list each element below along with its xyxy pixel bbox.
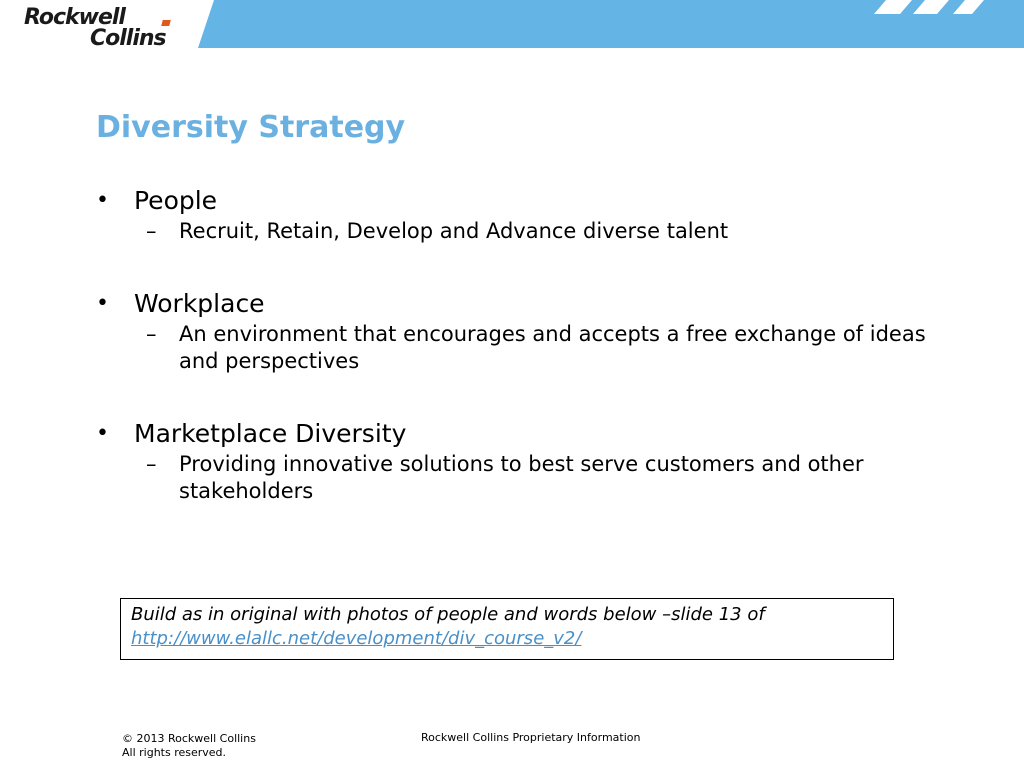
footer-copyright-line2: All rights reserved. bbox=[122, 746, 227, 759]
bullet-item bbox=[96, 184, 956, 245]
sub-bullet-marker: – bbox=[146, 452, 157, 476]
logo-line1: Rockwell bbox=[24, 5, 125, 30]
bullet-list bbox=[96, 184, 956, 505]
sub-bullet-marker: – bbox=[146, 219, 157, 243]
bullet-label: Workplace bbox=[134, 289, 265, 318]
bullet-item bbox=[96, 417, 956, 505]
sub-bullet bbox=[96, 218, 956, 245]
sub-bullet-text: Recruit, Retain, Develop and Advance diverse talent bbox=[179, 219, 729, 243]
bullet-marker: • bbox=[96, 188, 109, 213]
build-note-box bbox=[120, 598, 894, 660]
bullet-item bbox=[96, 287, 956, 375]
slide-title: Diversity Strategy bbox=[96, 110, 406, 145]
footer-copyright-line1: © 2013 Rockwell Collins bbox=[122, 732, 256, 745]
bullet-label: Marketplace Diversity bbox=[134, 419, 407, 448]
company-logo bbox=[24, 6, 194, 50]
bullet-marker: • bbox=[96, 291, 109, 316]
sub-bullet bbox=[96, 321, 956, 375]
sub-bullet-text: An environment that encourages and accepts a free exchange of ideas and perspectives bbox=[179, 322, 926, 373]
sub-bullet bbox=[96, 451, 956, 505]
footer-copyright bbox=[122, 732, 256, 760]
build-note-text: Build as in original with photos of people and words below –slide 13 of bbox=[131, 604, 765, 625]
bullet-marker: • bbox=[96, 421, 109, 446]
footer-proprietary: Rockwell Collins Proprietary Information bbox=[421, 731, 641, 744]
build-note-link[interactable]: http://www.elallc.net/development/div_course_v2/ bbox=[131, 628, 582, 649]
bullet-label: People bbox=[134, 186, 218, 215]
logo-line2: Collins bbox=[90, 26, 166, 51]
sub-bullet-text: Providing innovative solutions to best serve customers and other stakeholders bbox=[179, 452, 864, 503]
sub-bullet-marker: – bbox=[146, 322, 157, 346]
